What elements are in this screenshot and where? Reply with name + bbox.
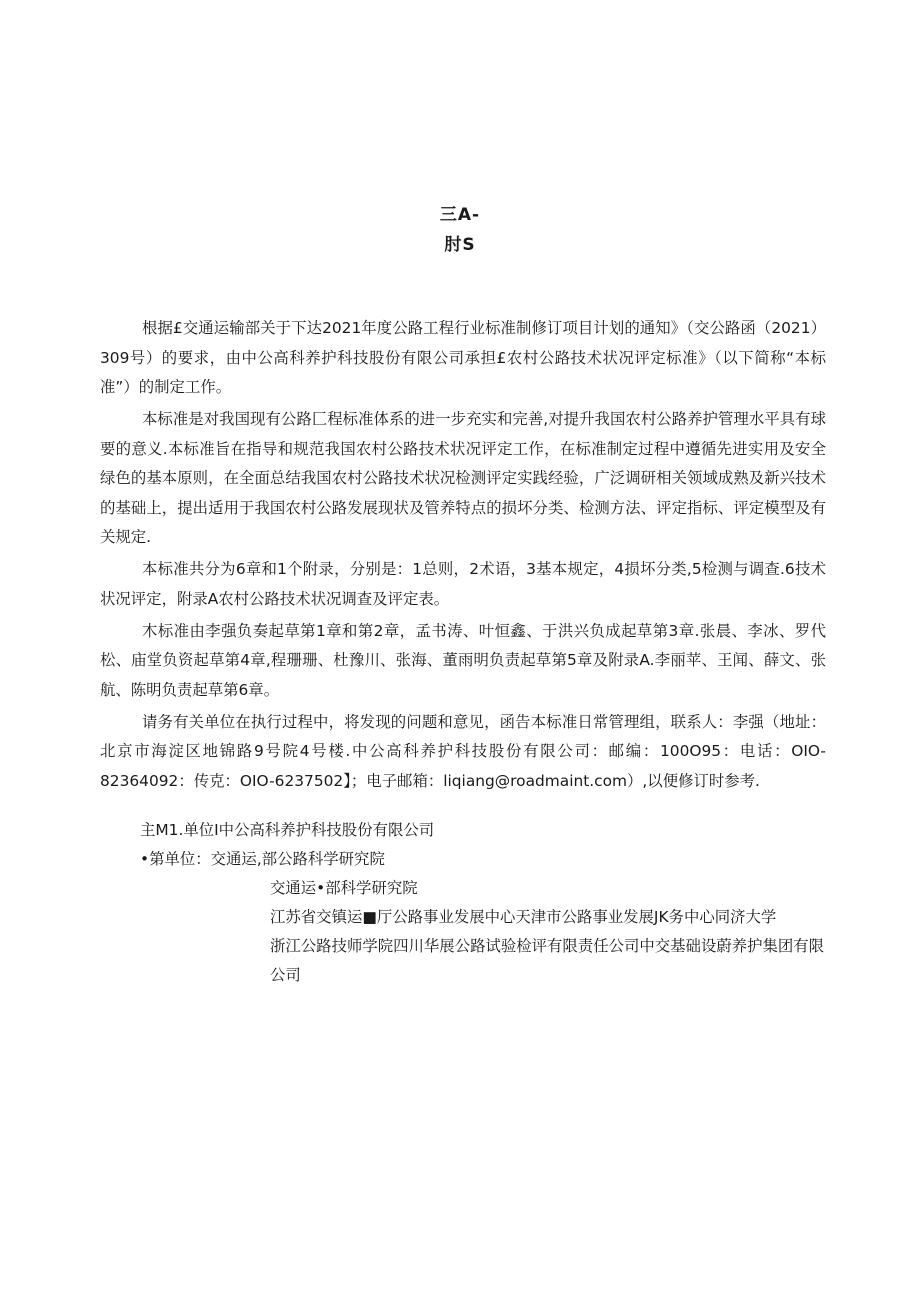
participant-unit: 交通运•部科学研究院 <box>270 879 418 897</box>
participant-unit: 江苏省交镇运■厅公路事业发展中心天津市公路事业发展JK务中心同济大学 <box>270 908 777 926</box>
paragraph-drafters: 木标准由李强负奏起草第1章和第2章，孟书涛、叶恒鑫、于洪兴负成起草第3章.张晨、李冰、罗代松、庙堂负资起草第4章,程珊珊、杜豫川、张海、董雨明负责起草第5章及附录A.李丽苹、王闻、薛文、张航、陈明负责起草第6章。 <box>100 621 826 699</box>
paragraph-basis: 根据£交通运输部关于下达2021年度公路工程行业标准制修订项目计划的通知》（交公路函（2021）309号）的要求，由中公高科养护科技股份有限公司承担£农村公路技术状况评定标准》（以下简称“本标准”）的制定工作。 <box>100 319 826 396</box>
drafting-units <box>140 816 830 990</box>
heading-line-2: 肘S <box>444 235 476 255</box>
main-unit: 主M1.单位I中公高科养护科技股份有限公司 <box>140 821 435 839</box>
participants-label: •第单位：交通运,部公路科学研究院 <box>140 850 385 868</box>
paragraph-significance: 本标准是对我国现有公路匚程标准体系的进一步充实和完善,对提升我国农村公路养护管理水平具有球要的意义.本标准旨在指导和规范我国农村公路技术状况评定工作，在标准制定过程中遵循先进实用及安全绿色的基本原则，在全面总结我国农村公路技术状况检测评定实践经验，广泛调研相关领域成熟及新兴技术的基础上，提出适用于我国农村公路发展现状及管养特点的损坏分类、检测方法、评定指标、评定模型及有关规定. <box>100 410 826 546</box>
paragraph-structure: 本标准共分为6章和1个附录，分别是：1总则，2术语，3基本规定，4损坏分类,5检测与调查.6技术状况评定，附录A农村公路技术状况调查及评定表。 <box>100 560 826 608</box>
heading-line-1: 三A- <box>439 205 481 225</box>
paragraph-contact: 请务有关单位在执行过程中，将发现的问题和意见，函告本标准日常管理组，联系人：李强（地址：北京市海淀区地锦路9号院4号楼.中公高科养护科技股份有限公司：邮编：100O95：电话：OIO-82364092：传克：OIO-6237502】；电子邮箱：liqiang@roadmaint.com）,以便修订时参考. <box>100 712 826 790</box>
preface-body <box>100 314 826 799</box>
participant-unit: 浙江公路技师学院四川华展公路试验检评有限责任公司中交基础设蔚养护集团有限公司 <box>270 937 825 984</box>
